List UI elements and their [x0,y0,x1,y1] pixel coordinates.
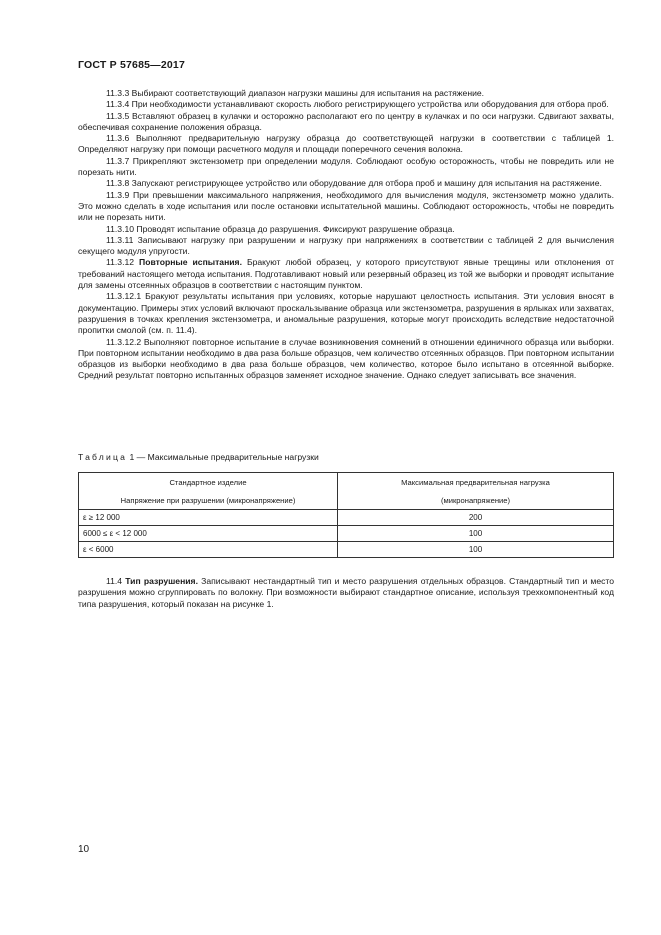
paragraph-11-3-7: 11.3.7 Прикрепляют экстензометр при определении модуля. Соблюдают особую осторожность, чтобы не повредить или не порезать нити. [78,155,614,178]
section-11-4 [78,576,614,610]
paragraph-11-3-4: 11.3.4 При необходимости устанавливают скорость любого регистрирующего устройства или оборудования для отбора проб. [106,99,609,110]
table-header-row [79,473,614,492]
paragraph-11-3-6: 11.3.6 Выполняют предварительную нагрузку образца до соответствующей нагрузки в соответствии с таблицей 1. Определяют нагрузку при помощи расчетного модуля и площади поперечного сечения волокна. [78,133,614,155]
table-cell-value: 100 [338,526,614,542]
table-caption-title: 1 — Максимальные предварительные нагрузки [129,452,319,462]
paragraph-11-3-12-2: 11.3.12.2 Выполняют повторное испытание в случае возникновения сомнений в отношении единичного образца или выборки. При повторном испытании необходимо в два раза больше образцов, чем количество отсеянных образцов. При повторном испытании образцов из выборки необходимо в два раза больше образцов, чем количество, которое было испытано в отсеянной выборке. Средний результат повторно испытанных образцов заменяет исходное значение. Однако следует записывать все значения. [78,336,614,381]
table-cell-range: 6000 ≤ ε < 12 000 [79,526,338,542]
paragraph-11-4 [78,576,614,610]
document-header: ГОСТ Р 57685—2017 [78,59,186,71]
body-text [78,88,614,382]
clause-text: Записывают нестандартный тип и место разрушения отдельных образцов. Стандартный тип и место разрушения можно сгруппировать по волокну. При возможности выбирают стандартное описание, используя трехкомпонентный код типа разрушения, который показан на рисунке 1. [78,576,615,609]
table-row [79,510,614,526]
paragraph-11-3-11: 11.3.11 Записывают нагрузку при разрушении и нагрузку при напряжениях в соответствии с таблицей 2 для вычисления секущего модуля упругости. [78,234,614,257]
table-row [79,526,614,542]
table-cell-range: ε < 6000 [79,542,338,558]
clause-heading: Тип разрушения. [125,576,198,586]
table-caption-word: Таблица [78,452,128,462]
paragraph-11-3-9: 11.3.9 При превышении максимального напряжения, необходимого для вычисления модуля, экстензометр можно удалить. Это можно сделать в ходе испытания или после остановки испытательной машины. Соблюдают осторожность, чтобы не повредить или не порезать нити. [78,189,614,223]
paragraph-11-3-5: 11.3.5 Вставляют образец в кулачки и осторожно располагают его по центру в кулачках и по оси нагрузки. Сдвигают захваты, обеспечивая сохранение положения образца. [78,110,614,132]
table-cell-range: ε ≥ 12 000 [79,510,338,526]
paragraph-11-3-10: 11.3.10 Проводят испытание образца до разрушения. Фиксируют разрушение образца. [106,223,455,234]
table-header-cell: Максимальная предварительная нагрузка [338,473,614,492]
table-header-cell: (микронапряжение) [338,491,614,510]
paragraph-11-3-12 [78,257,614,291]
table-cell-value: 100 [338,542,614,558]
table-header-cell: Стандартное изделие [79,473,338,492]
table-caption [78,452,319,462]
clause-text: Бракуют любой образец, у которого присутствуют явные трещины или отклонения от требований настоящего метода испытания. Подготавливают новый или резервный образец из той же выборки и проводят испытание для замены отсеянных образцов в соответствии с настоящим пунктом. [78,257,615,291]
clause-number: 11.4 [106,576,123,586]
paragraph-11-3-3: 11.3.3 Выбирают соответствующий диапазон нагрузки машины для испытания на растяжение. [106,88,485,98]
page-number: 10 [78,844,90,855]
paragraph-11-3-12-1: 11.3.12.1 Бракуют результаты испытания при условиях, которые нарушают целостность испытания. Эти условия вносят в документацию. Примеры этих условий включают проскальзывание образца или экстензометра, разрушения в ярлыках или захватах, разрушения в точках крепления экстензометра, и аномальные разрушения, которые могут происходить вследствие недостаточной пропитки смолой (см. п. 11.4). [78,291,614,336]
clause-heading: Повторные испытания. [139,257,242,268]
table-header-cell: Напряжение при разрушении (микронапряжение) [79,491,338,510]
paragraph-11-3-8: 11.3.8 Запускают регистрирующее устройство или оборудование для отбора проб и машину для испытания на растяжение. [106,178,602,189]
table-row [79,542,614,558]
clause-number: 11.3.12 [106,257,135,268]
preload-table [78,472,614,558]
table-cell-value: 200 [338,510,614,526]
table-header-row [79,491,614,510]
